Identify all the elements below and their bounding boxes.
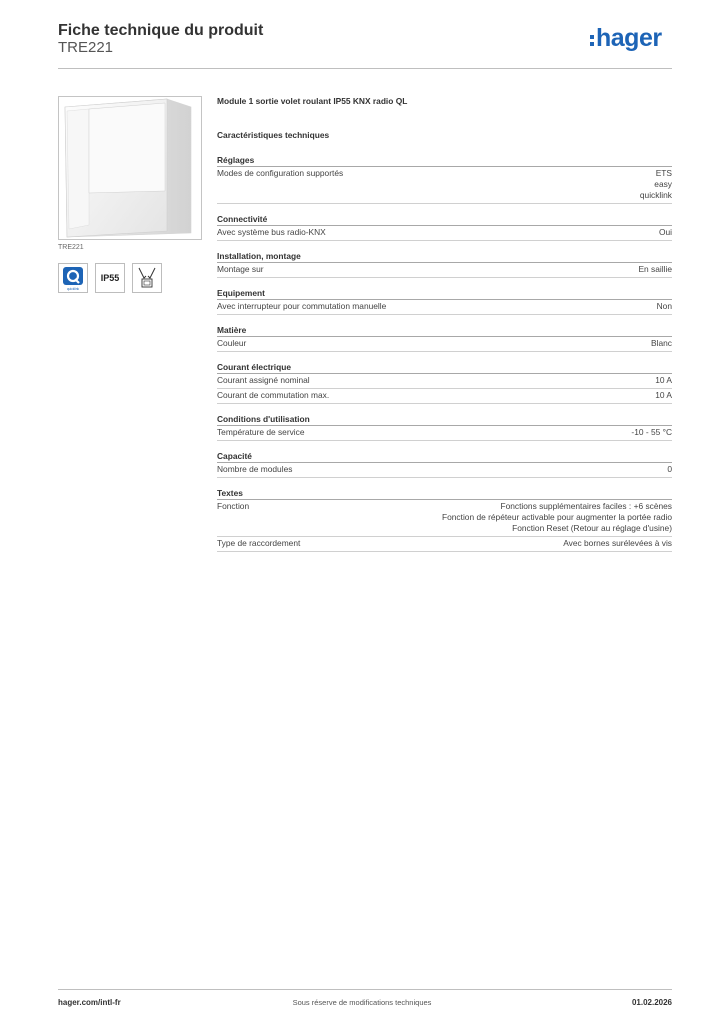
spec-value: [317, 427, 672, 438]
image-caption: TRE221: [58, 244, 84, 251]
spec-value-line: Non: [656, 301, 672, 311]
spec-row: [217, 167, 672, 204]
spec-value: [341, 390, 672, 401]
spec-label: Avec système bus radio-KNX: [217, 227, 326, 237]
roller-shutter-icon: [133, 264, 161, 292]
spec-group: [217, 325, 672, 352]
spec-value-line: Fonction de répéteur activable pour augmenter la portée radio: [442, 512, 672, 522]
spec-value-line: 0: [667, 464, 672, 474]
spec-value-line: Fonction Reset (Retour au réglage d'usine): [512, 523, 672, 533]
footer-website-link[interactable]: hager.com/intl-fr: [58, 998, 121, 1007]
spec-content: [217, 96, 672, 562]
spec-value-line: quicklink: [639, 190, 672, 200]
spec-label: Température de service: [217, 427, 305, 437]
spec-row: [217, 337, 672, 352]
spec-group-title: Installation, montage: [217, 251, 672, 263]
spec-value-line: easy: [654, 179, 672, 189]
spec-label: Courant de commutation max.: [217, 390, 330, 400]
spec-group-title: Equipement: [217, 288, 672, 300]
spec-value-line: Oui: [658, 227, 672, 237]
spec-group-title: Matière: [217, 325, 672, 337]
roller-shutter-badge: [132, 263, 162, 293]
product-image: [58, 96, 202, 240]
spec-value: [261, 501, 672, 534]
spec-value: [355, 168, 672, 201]
spec-label: Couleur: [217, 338, 247, 348]
spec-group-title: Capacité: [217, 451, 672, 463]
spec-row: [217, 537, 672, 552]
spec-label: Fonction: [217, 501, 250, 511]
header-divider: [58, 68, 672, 69]
spec-label: Nombre de modules: [217, 464, 293, 474]
footer-divider: [58, 989, 672, 990]
spec-row: [217, 374, 672, 389]
spec-value: [322, 375, 672, 386]
quicklink-badge: [58, 263, 88, 293]
ip55-label: IP55: [100, 273, 120, 283]
spec-value: [304, 464, 672, 475]
spec-label: Type de raccordement: [217, 538, 301, 548]
spec-label: Modes de configuration supportés: [217, 168, 344, 178]
logo-text: hager: [596, 24, 662, 52]
specs-section-title: Caractéristiques techniques: [217, 130, 330, 140]
spec-value: [338, 227, 672, 238]
spec-row: [217, 300, 672, 315]
spec-value: [276, 264, 672, 275]
spec-group: [217, 251, 672, 278]
spec-group: [217, 362, 672, 404]
spec-group: [217, 214, 672, 241]
spec-group-title: Textes: [217, 488, 672, 500]
spec-group-title: Connectivité: [217, 214, 672, 226]
spec-value-line: 10 A: [655, 375, 672, 385]
spec-groups: [217, 155, 672, 552]
spec-value-line: 10 A: [655, 390, 672, 400]
page-title: Fiche technique du produit: [58, 22, 264, 39]
spec-value-line: Fonctions supplémentaires faciles : +6 scènes: [500, 501, 672, 511]
footer-date: 01.02.2026: [631, 998, 672, 1007]
logo-dots-icon: [590, 35, 594, 46]
spec-label: Montage sur: [217, 264, 264, 274]
spec-label: Avec interrupteur pour commutation manuelle: [217, 301, 387, 311]
product-device-icon: [59, 97, 201, 239]
spec-value-line: -10 - 55 °C: [631, 427, 672, 437]
hager-logo: [590, 26, 662, 51]
spec-group-title: Réglages: [217, 155, 672, 167]
spec-row: [217, 500, 672, 537]
product-title: Module 1 sortie volet roulant IP55 KNX radio QL: [217, 96, 408, 106]
quicklink-badge-label: quicklink: [66, 287, 80, 291]
spec-label: Courant assigné nominal: [217, 375, 310, 385]
spec-group-title: Conditions d'utilisation: [217, 414, 672, 426]
spec-group: [217, 414, 672, 441]
spec-row: [217, 226, 672, 241]
product-reference: TRE221: [58, 39, 114, 56]
spec-value: [398, 301, 672, 312]
spec-value: [258, 338, 672, 349]
spec-group: [217, 288, 672, 315]
spec-value-line: ETS: [655, 168, 672, 178]
quicklink-icon: [59, 264, 87, 292]
spec-row: [217, 263, 672, 278]
spec-group-title: Courant électrique: [217, 362, 672, 374]
spec-value: [312, 538, 672, 549]
spec-group: [217, 155, 672, 204]
ip55-badge: [95, 263, 125, 293]
spec-group: [217, 488, 672, 552]
spec-value-line: Blanc: [651, 338, 672, 348]
spec-group: [217, 451, 672, 478]
spec-row: [217, 426, 672, 441]
spec-row: [217, 463, 672, 478]
footer-disclaimer: Sous réserve de modifications techniques: [292, 998, 432, 1007]
spec-value-line: Avec bornes surélevées à vis: [563, 538, 672, 548]
spec-row: [217, 389, 672, 404]
spec-value-line: En saillie: [638, 264, 672, 274]
